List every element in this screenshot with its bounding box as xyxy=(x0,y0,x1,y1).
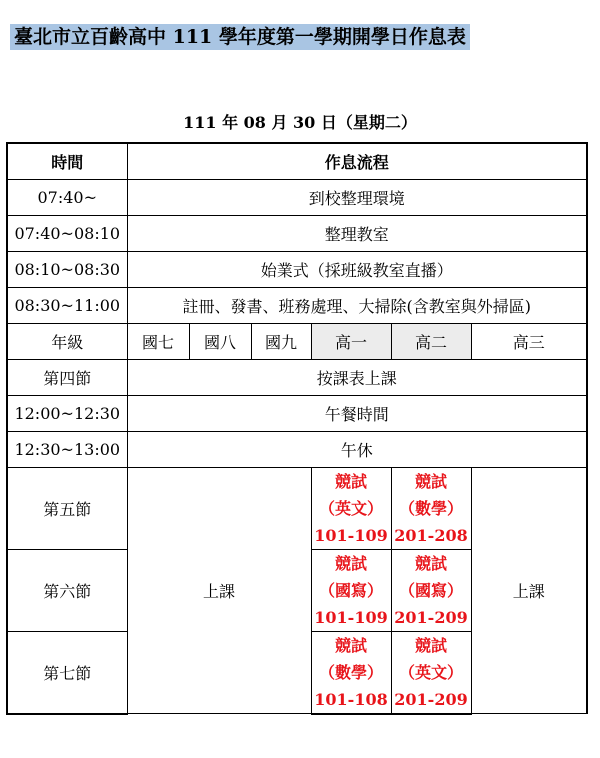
row-time: 第四節 xyxy=(7,359,127,395)
table-row xyxy=(7,431,587,467)
exam-row-period-5 xyxy=(7,467,587,549)
exam-title: 競試 xyxy=(334,553,367,573)
row-activity: 整理教室 xyxy=(127,215,587,251)
row-activity: 按課表上課 xyxy=(127,359,587,395)
row-time: 07:40~ xyxy=(7,179,127,215)
exam-title: 競試 xyxy=(334,635,367,655)
row-time: 12:30~13:00 xyxy=(7,431,127,467)
exam-cell-senior-1 xyxy=(311,549,391,631)
exam-cell-senior-2 xyxy=(391,467,471,549)
period-7-label: 第七節 xyxy=(7,631,127,714)
exam-subject: （國寫） xyxy=(398,580,463,600)
exam-subject: （英文） xyxy=(398,662,463,682)
period-6-label: 第六節 xyxy=(7,549,127,631)
row-time: 08:10~08:30 xyxy=(7,251,127,287)
row-activity: 午餐時間 xyxy=(127,395,587,431)
exam-cell-senior-2 xyxy=(391,549,471,631)
header-row xyxy=(7,143,587,179)
grade-label: 年級 xyxy=(7,323,127,359)
exam-cell-senior-1 xyxy=(311,467,391,549)
exam-subject: （英文） xyxy=(318,498,383,518)
row-time: 07:40~08:10 xyxy=(7,215,127,251)
exam-classes: 201-209 xyxy=(394,607,468,627)
header-flow: 作息流程 xyxy=(127,143,587,179)
exam-cell-senior-2 xyxy=(391,631,471,714)
table-row xyxy=(7,395,587,431)
senior-3-class-cell: 上課 xyxy=(471,467,587,714)
exam-classes: 101-109 xyxy=(314,525,388,545)
grade-senior-1: 高一 xyxy=(311,323,391,359)
table-row xyxy=(7,287,587,323)
row-activity: 始業式（採班級教室直播） xyxy=(127,251,587,287)
exam-subject: （數學） xyxy=(398,498,463,518)
exam-classes: 201-209 xyxy=(394,689,468,709)
grade-senior-2: 高二 xyxy=(391,323,471,359)
exam-classes: 201-208 xyxy=(394,525,468,545)
grade-7: 國七 xyxy=(127,323,189,359)
row-activity: 到校整理環境 xyxy=(127,179,587,215)
table-row xyxy=(7,359,587,395)
table-row xyxy=(7,179,587,215)
row-activity: 註冊、發書、班務處理、大掃除(含教室與外掃區) xyxy=(127,287,587,323)
grade-9: 國九 xyxy=(251,323,311,359)
exam-cell-senior-1 xyxy=(311,631,391,714)
exam-classes: 101-108 xyxy=(314,689,388,709)
exam-title: 競試 xyxy=(414,635,447,655)
exam-title: 競試 xyxy=(334,471,367,491)
exam-subject: （數學） xyxy=(318,662,383,682)
schedule-date: 111 年 08 月 30 日（星期二） xyxy=(183,113,417,132)
exam-title: 競試 xyxy=(414,553,447,573)
row-time: 08:30~11:00 xyxy=(7,287,127,323)
grade-row xyxy=(7,323,587,359)
period-5-label: 第五節 xyxy=(7,467,127,549)
page-title: 臺北市立百齡高中 111 學年度第一學期開學日作息表 xyxy=(10,24,470,50)
header-time: 時間 xyxy=(7,143,127,179)
table-row xyxy=(7,215,587,251)
junior-class-cell: 上課 xyxy=(127,467,311,714)
row-time: 12:00~12:30 xyxy=(7,395,127,431)
exam-subject: （國寫） xyxy=(318,580,383,600)
table-row xyxy=(7,251,587,287)
schedule-table xyxy=(6,142,588,715)
grade-8: 國八 xyxy=(189,323,251,359)
row-activity: 午休 xyxy=(127,431,587,467)
exam-title: 競試 xyxy=(414,471,447,491)
grade-senior-3: 高三 xyxy=(471,323,587,359)
exam-classes: 101-109 xyxy=(314,607,388,627)
